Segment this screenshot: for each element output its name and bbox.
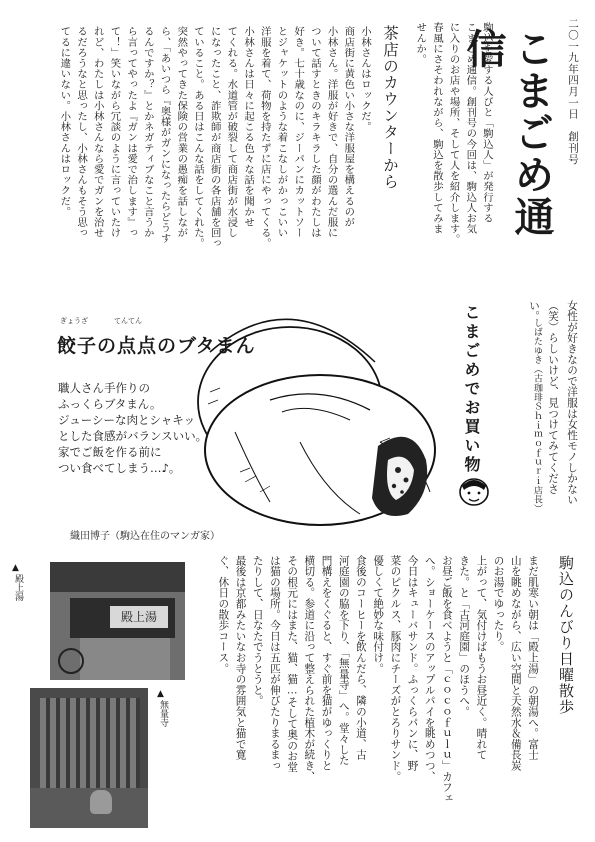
- dengayu-sign: 殿上湯: [110, 606, 168, 628]
- photo1-caption: ▲ 殿上湯: [12, 562, 26, 605]
- ruby-gyoza: ぎょうざ: [60, 317, 88, 325]
- arrow-icon: ▲: [157, 689, 164, 699]
- shopping-byline: しばたゆき（古珈琲Ｓｈｉｍｏｆｕｒｉ店長）: [532, 318, 542, 514]
- intro-text: 駒込を愛する人びと「駒込人」が発行する こまごめ通信。創刊号の今回は、駒込人お気 に入りのお店や場所、そして人を紹介します。 春風にさそわれながら、駒込を散歩してみま せんか。: [414, 22, 493, 245]
- illustration-title: 餃子の点点のブタまん: [57, 335, 256, 357]
- sunday-body: まだ肌寒い朝は「殿上湯」の朝湯へ。富士 山を眺めながら、広い空間と天然水＆備長炭 のお湯でゆったり。 上がって、気付けばもうお昼近く。晴れて きた。と「古河庭園」のほうへ。 お昼ご飯を食べようと「ｃｏｃｏｆｕｌｕ」カフェ へ。ショーケースのアップルパイを眺めつつ、 今日はキューバサンド。ふっくらパンに、野 菜のピクルス、豚肉にチーズがとろりサンド。 優しくて絶妙な味付け。 食後のコーヒーを飲んだら、隣の小道、古 河庭園の脇を下り、「無量寺」へ。堂々した 門構えをくぐると、すぐ前を猫がゆっくりと 横切る。参道に沿って整えられた植木が続き、 その根元にはまた、猫、猫…そして奥のお堂 は猫の場所。今日は五匹が伸びたりまるまっ たりして、日なたでうとうと。 最後は京都みたいなお寺の雰囲気と猫で寛 ぐ、休日の散歩コース。: [217, 555, 539, 804]
- shopping-title: こまごめでお買い物: [462, 304, 481, 475]
- masthead-title: こまごめ通信: [460, 28, 554, 238]
- ruby-tenten: てんてん: [114, 317, 142, 325]
- issue-dateline: 二〇一九年四月一日 創刊号: [567, 18, 579, 165]
- illustration-credit: 織田博子（駒込在住のマンガ家）: [70, 531, 220, 542]
- dengayu-photo: [50, 562, 185, 680]
- cafe-article-body: 小林さんはロックだ。 商店街に黄色い小さな洋服屋を構えるのが 小林さん。洋服が好きで、自分の選んだ服に ついて話すときのキラキラした顔がわたしは 好き。七十歳なのに、ジーパンにカットソー とジャケットのような着こなしがかっこいい 洋服を着て、荷物を持たずに店にやってくる。 小林さんは日々に起こる色々な話を聞かせ てくれる。水道管が破裂して商店街が水浸し になったこと、詐欺師が商店街の各店舗を回っ ていること。ある日はこんな話をしてくれた。 突然やってきた保険の営業の愚痴を話しなが ら、「あいつら『奥様がガンになったらどうす るんですか？』とかネガティブなこと言うか ら言ってやったよ『ガンは愛で治します』っ て！」笑いながら冗談のように言っていたけ れど、わたしは小林さんなら愛でガンを治せ るだろうなと思ったし、小林さんもそう思っ てるに違いない。小林さんはロックだ。: [58, 26, 371, 249]
- shopkeeper-illustration: [454, 474, 494, 510]
- cafe-article-title: 茶店のカウンターから: [381, 25, 399, 190]
- shopping-text: 女性が好きなので洋服は女性モノしかない （笑）らしいけど、見つけてみてください。: [528, 300, 578, 506]
- photo2-caption: ▲ 無量寺: [157, 688, 171, 731]
- arrow-icon: ▲: [12, 563, 19, 573]
- illustration-note: 職人さん手作りの ふっくらブタまん。 ジューシーな肉とシャキッ とした食感がバランスいい。 家でご飯を作る前に つい食べてしまう…♪。: [58, 381, 208, 475]
- muryoji-photo: [30, 688, 148, 828]
- sunday-title: 駒込のんびり日曜散歩: [557, 555, 575, 715]
